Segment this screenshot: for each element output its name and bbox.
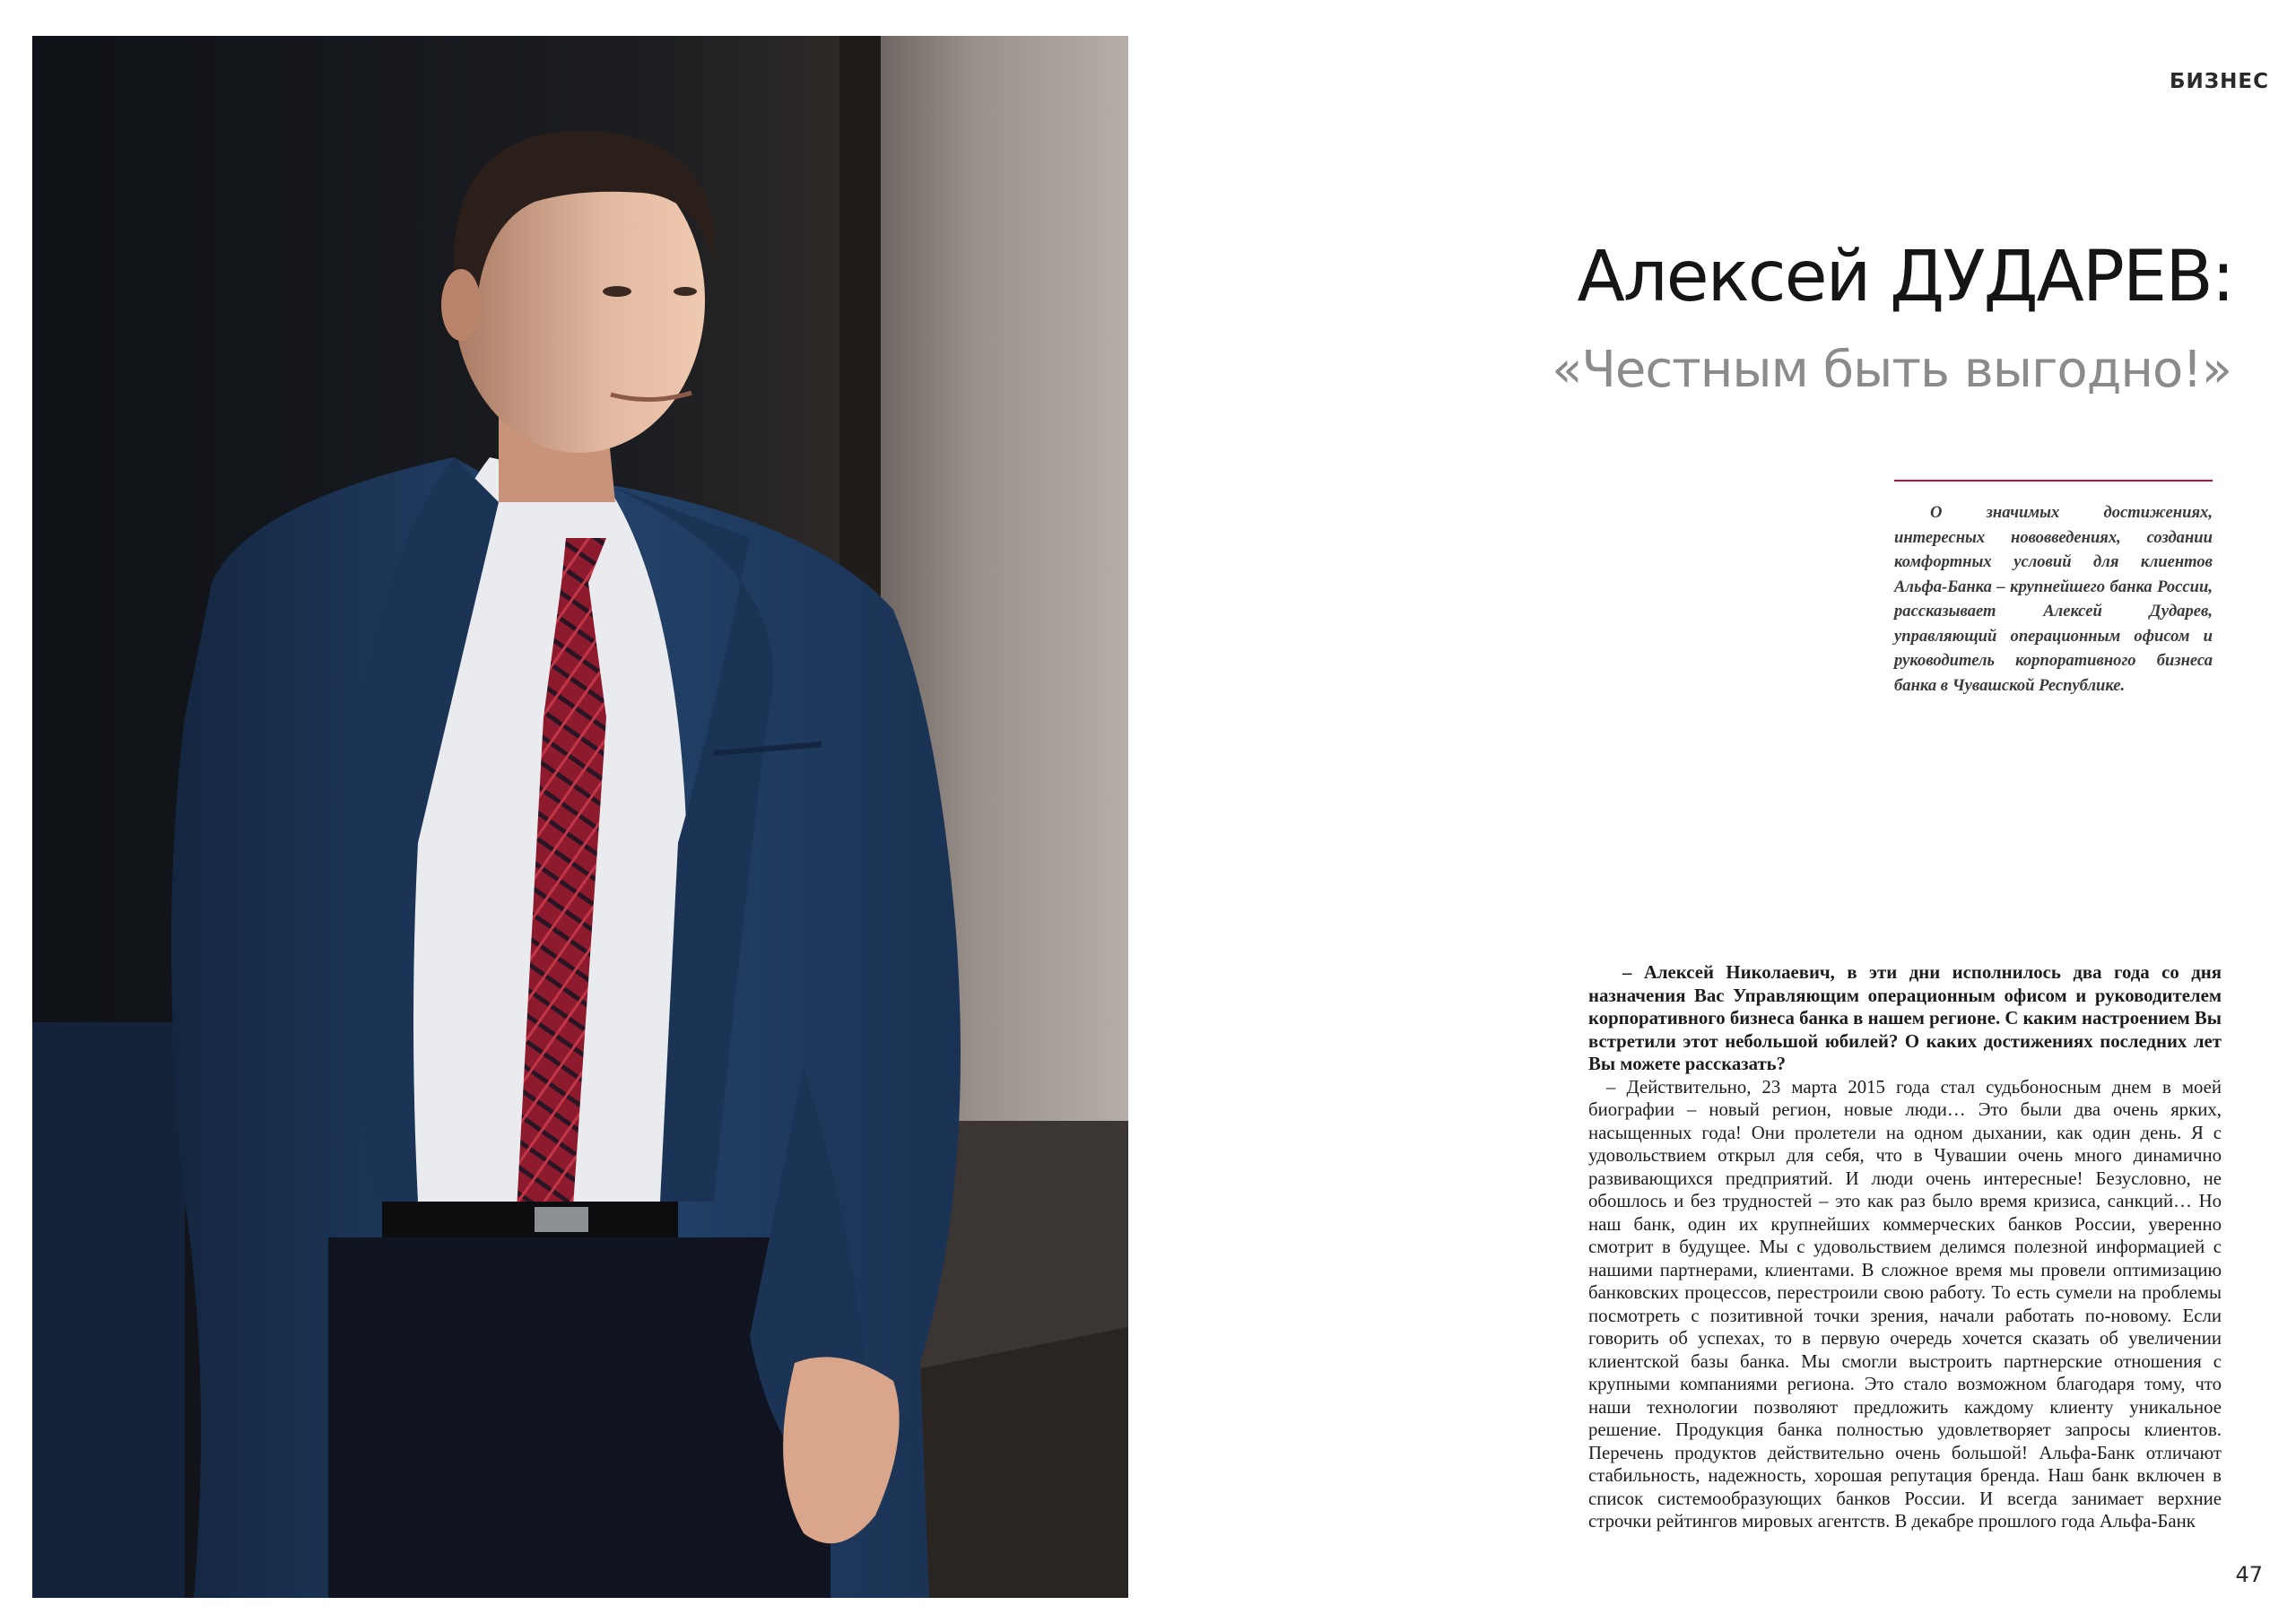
interview-question: – Алексей Николаевич, в эти дни исполнилось два года со дня назначения Вас Управляющим операционным офисом и руководителем корпоративного бизнеса банка в нашем регионе. С каким настроением Вы встретили этот небольшой юбилей? О каких достижениях последних лет Вы можете рассказать? [1588, 962, 2222, 1074]
article-title: Алексей ДУДАРЕВ: [1577, 237, 2233, 317]
article-body [1588, 961, 2222, 1533]
lead-paragraph: О значимых достижениях, интересных нововведениях, создании комфортных условий для клиентов Альфа-Банка – крупнейшего банка России, рассказывает Алексей Дударев, управляющий операционным офисом и руководитель корпоративного бизнеса банка в Чувашской Республике. [1894, 503, 2213, 695]
section-label: БИЗНЕС [2170, 70, 2269, 93]
article-subtitle: «Честным быть выгодно!» [1552, 341, 2231, 399]
page-number: 47 [2235, 1562, 2263, 1587]
accent-rule [1894, 480, 2213, 482]
portrait-photo [32, 36, 1128, 1598]
interview-answer: – Действительно, 23 марта 2015 года стал судьбоносным днем в моей биографии – новый регион, новые люди… Это были два очень ярких, насыщенных года! Они пролетели на одном дыхании, как один день. Я с удовольствием открыл для себя, что в Чувашии очень много динамично развивающихся предприятий. И люди очень интересные! Безусловно, не обошлось и без трудностей – это как раз было время кризиса, санкций… Но наш банк, один их крупнейших коммерческих банков России, уверенно смотрит в будущее. Мы с удовольствием делимся полезной информацией с нашими партнерами, клиентами. В сложное время мы провели оптимизацию банковских процессов, перестроили свою работу. То есть сумели на проблемы посмотреть с позитивной точки зрения, начали работать по-новому. Если говорить об успехах, то в первую очередь хочется сказать об увеличении клиентской базы банка. Мы смогли выстроить партнерские отношения с крупными компаниями региона. Это стало возможном благодаря тому, что наши технологии позволяют предложить каждому клиенту уникальное решение. Продукция банка полностью удовлетворяет запросы клиентов. Перечень продуктов действительно очень большой! Альфа-Банк отличают стабильность, надежность, хорошая репутация бренда. Наш банк включен в список системообразующих банков России. И всегда занимает верхние строчки рейтингов мировых агентств. В декабре прошлого года Альфа-Банк [1588, 1076, 2222, 1532]
